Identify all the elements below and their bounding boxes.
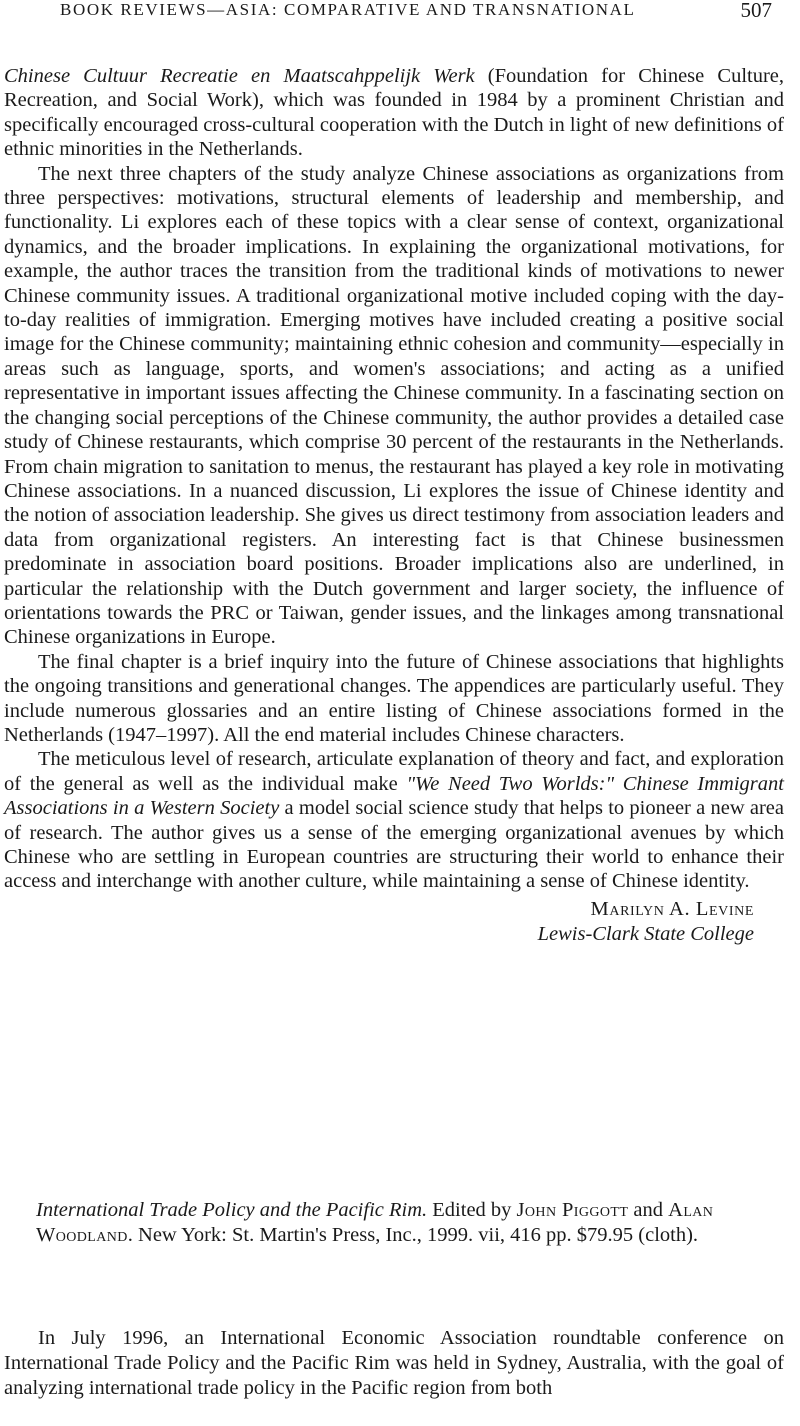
paragraph-4-before: The meticulous level of research, articulate explanation of theory and fact, and exploration of the general as well as the individual make xyxy=(4,748,784,795)
running-head-title: BOOK REVIEWS—ASIA: COMPARATIVE AND TRANSNATIONAL xyxy=(60,0,636,19)
review-body xyxy=(4,64,784,947)
review-paragraph-2: The next three chapters of the study analyze Chinese associations as organizations from three perspectives: motivations, structural elements of leadership and membership, and functionality. Li explores each of these topics with a clear sense of context, organizational dynamics, and the broader implications. In explaining the organizational motivations, for example, the author traces the transition from the traditional kinds of motivations to newer Chinese community issues. A traditional organizational motive included coping with the day-to-day realities of immigration. Emerging motives have included creating a positive social image for the Chinese community; maintaining ethnic cohesion and community—especially in areas such as language, sports, and women's associations; and acting as a unified representative in important issues affecting the Chinese community. In a fascinating section on the changing social perceptions of the Chinese community, the author provides a detailed case study of Chinese restaurants, which comprise 30 percent of the restaurants in the Netherlands. From chain migration to sanitation to menus, the restaurant has played a key role in motivating Chinese associations. In a nuanced discussion, Li explores the issue of Chinese identity and the notion of association leadership. She gives us direct testimony from association leaders and data from organizational registers. An interesting fact is that Chinese businessmen predominate in association board positions. Broader implications also are underlined, in particular the relationship with the Dutch government and larger society, the influence of orientations towards the PRC or Taiwan, gender issues, and the linkages among transnational Chinese organizations in Europe. xyxy=(4,162,784,649)
second-review-body xyxy=(4,1326,784,1401)
foundation-name-italic: Chinese Cultuur Recreatie en Maatscahppelijk Werk xyxy=(4,65,475,87)
reviewer-affiliation: Lewis-Clark State College xyxy=(537,922,754,945)
edited-by-text: Edited by xyxy=(427,1199,517,1221)
running-head xyxy=(0,0,800,26)
book-title-italic: "We Need Two Worlds:" Chinese Immigrant Associations in a Western Society xyxy=(4,772,784,820)
reviewer-signature xyxy=(4,897,784,947)
paragraph-1-text: (Foundation for Chinese Culture, Recreation, and Social Work), which was founded in 1984 by a prominent Christian and specifically encouraged cross-cultural cooperation with the Dutch in light of new definitions of ethnic minorities in the Netherlands. xyxy=(4,65,785,161)
and-text: and xyxy=(628,1199,669,1221)
book-citation-header xyxy=(36,1198,756,1247)
page-number: 507 xyxy=(740,0,772,22)
book-title: International Trade Policy and the Pacific Rim. xyxy=(36,1199,428,1221)
review-paragraph-4 xyxy=(4,747,784,893)
paragraph-4-after: a model social science study that helps to pioneer a new area of research. The author gives us a sense of the emerging organizational avenues by which Chinese who are settling in European countries are structuring their world to enhance their access and interchange with another culture, while maintaining a sense of Chinese identity. xyxy=(4,797,784,893)
review-paragraph-3: The final chapter is a brief inquiry into the future of Chinese associations that highlights the ongoing transitions and generational changes. The appendices are particularly useful. They include numerous glossaries and an entire listing of Chinese associations formed in the Netherlands (1947–1997). All the end material includes Chinese characters. xyxy=(4,650,784,746)
editor-1: John Piggott xyxy=(516,1199,629,1221)
reviewer-name: Marilyn A. Levine xyxy=(590,897,754,920)
editor-2: Alan Woodland xyxy=(36,1199,714,1246)
review-paragraph-1 xyxy=(4,64,784,162)
publication-info: . New York: St. Martin's Press, Inc., 1999. vii, 416 pp. $79.95 (cloth). xyxy=(127,1223,699,1246)
second-review-paragraph-1: In July 1996, an International Economic Association roundtable conference on International Trade Policy and the Pacific Rim was held in Sydney, Australia, with the goal of analyzing international trade policy in the Pacific region from both xyxy=(4,1327,784,1399)
